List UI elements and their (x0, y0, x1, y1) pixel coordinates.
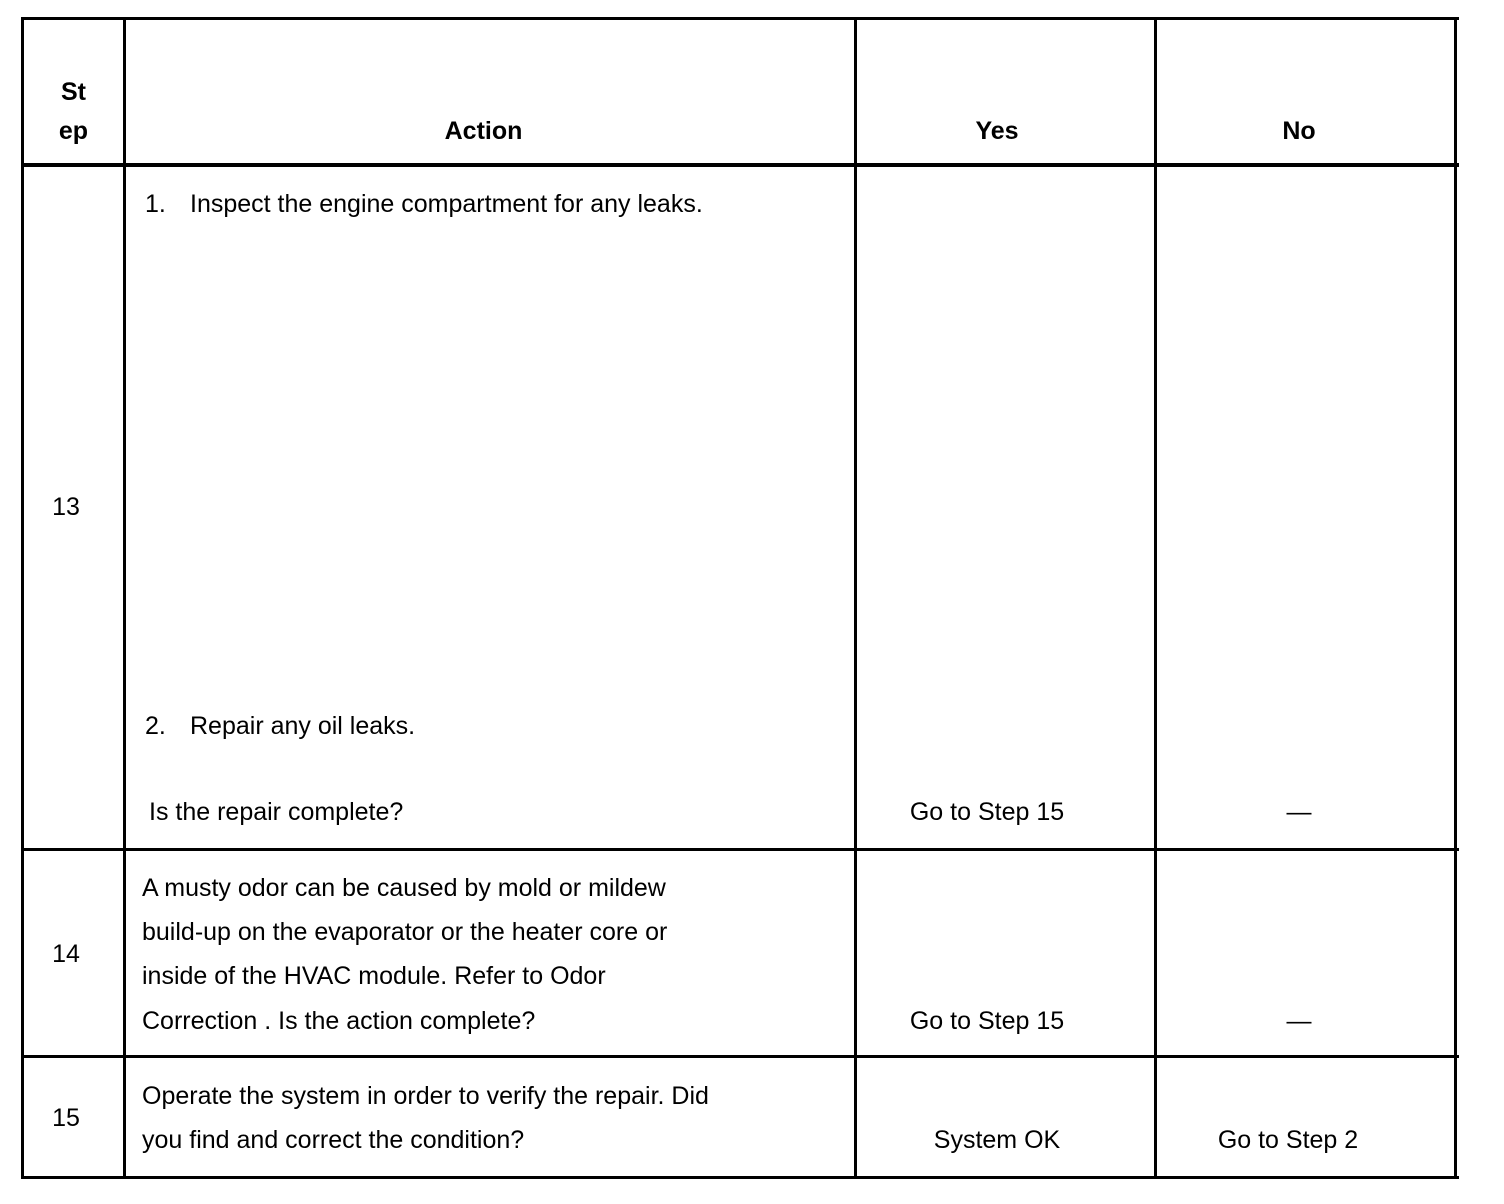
header-step-line1: St (61, 78, 86, 106)
row-15-yes: System OK (933, 1126, 1061, 1154)
row-15-action-line1: Operate the system in order to verify the repair. Did (142, 1082, 709, 1110)
table-right-border (1454, 17, 1457, 1179)
action-yes-divider (854, 17, 857, 1179)
row-14-action-line4: Correction . Is the action complete? (142, 1007, 536, 1035)
row-13-bottom-border (22, 848, 1459, 851)
row-13-item2-text: Repair any oil leaks. (190, 712, 416, 740)
row-15-step: 15 (52, 1104, 80, 1132)
row-15-action-line2: you find and correct the condition? (142, 1126, 525, 1154)
header-step-line2: ep (58, 117, 89, 145)
row-14-no: — (1286, 1007, 1312, 1035)
row-14-action-line1: A musty odor can be caused by mold or mildew (142, 874, 666, 902)
table-left-border (21, 17, 24, 1179)
row-13-yes: Go to Step 15 (909, 798, 1065, 826)
row-14-step: 14 (52, 940, 80, 968)
row-13-item1-text: Inspect the engine compartment for any leaks. (190, 190, 703, 218)
table-top-border (22, 17, 1459, 20)
header-yes: Yes (975, 117, 1019, 145)
header-no: No (1282, 117, 1316, 145)
row-14-bottom-border (22, 1055, 1459, 1058)
row-15-bottom-border (22, 1176, 1459, 1179)
row-13-item1-number: 1. (145, 190, 166, 218)
row-14-action-line3: inside of the HVAC module. Refer to Odor (142, 962, 606, 990)
header-bottom-border (22, 163, 1459, 167)
row-13-item2-number: 2. (145, 712, 166, 740)
row-13-no: — (1286, 798, 1312, 826)
row-14-action-line2: build-up on the evaporator or the heater core or (142, 918, 668, 946)
header-action: Action (444, 117, 523, 145)
row-15-no: Go to Step 2 (1217, 1126, 1359, 1154)
row-14-yes: Go to Step 15 (909, 1007, 1065, 1035)
step-action-divider (123, 17, 126, 1179)
row-13-question: Is the repair complete? (149, 798, 404, 826)
row-13-step: 13 (52, 493, 80, 521)
yes-no-divider (1154, 17, 1157, 1179)
